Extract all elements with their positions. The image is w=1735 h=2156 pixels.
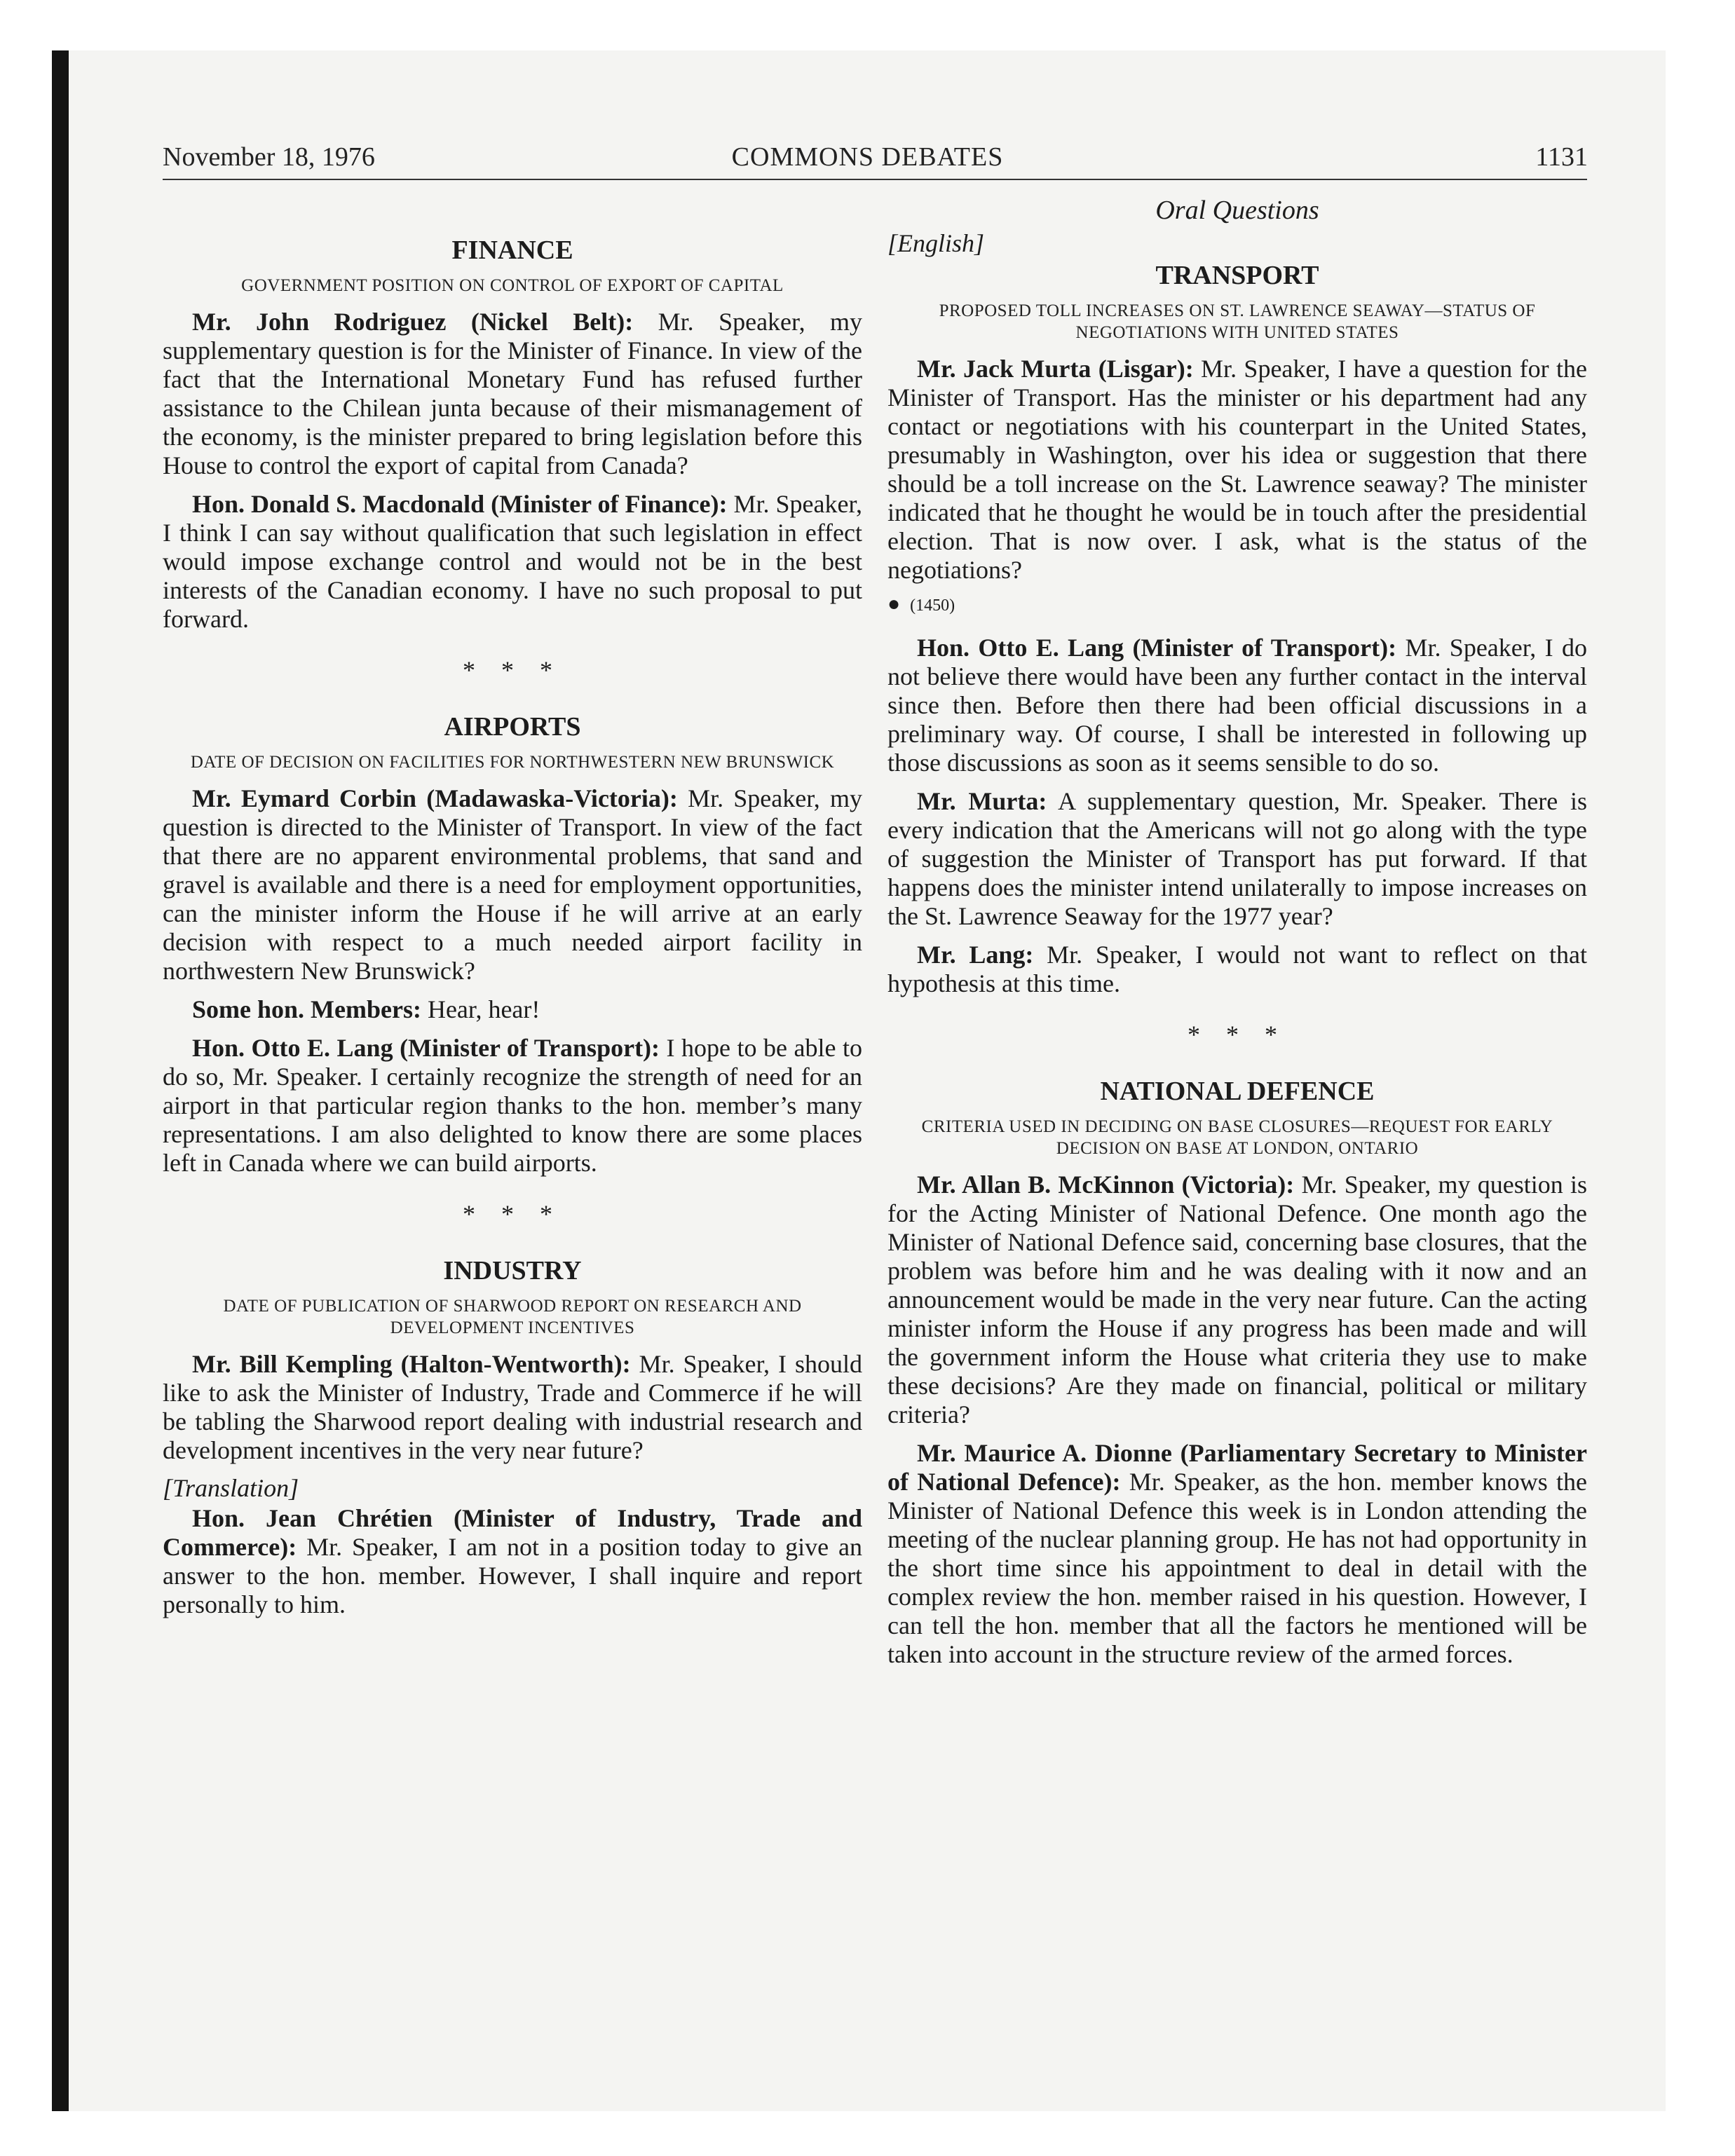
speech-text: A supplementary question, Mr. Speaker. There is every indication that the Americans will not go along with the type of suggestion the Minister of Transport has put forward. If that happens does the minister intend unilaterally to impose increases on the St. Lawrence Seaway for the 1977 year? bbox=[887, 787, 1588, 930]
scan-border bbox=[52, 50, 69, 2111]
bullet-icon: ● bbox=[887, 592, 901, 615]
speech-text: Mr. Speaker, I have a question for the Minister of Transport. Has the minister or his department had any contact or negotiations with his counterpart in the United States, presumably in Washington, over his idea or suggestion that there should be a toll increase on the St. Lawrence seaway? The minister indicated that he thought he would be in touch after the presidential election. That is now over. I ask, what is the status of the negotiations? bbox=[887, 355, 1587, 584]
subheading-airports: DATE OF DECISION ON FACILITIES FOR NORTHWESTERN NEW BRUNSWICK bbox=[190, 753, 835, 772]
section-divider: * * * bbox=[1188, 1021, 1287, 1049]
speech-text: Hear, hear! bbox=[421, 995, 540, 1023]
speech-text: Mr. Speaker, I do not believe there would have been any further contact in the interval since then. Before then there had been official discussions in a preliminary way. Of course, I shall be interested in following up those discussions as soon as it seems sensible to do so. bbox=[887, 634, 1587, 777]
speech-kempling bbox=[163, 1350, 862, 1465]
speaker-name: Mr. Jack Murta (Lisgar): bbox=[917, 355, 1194, 383]
speech-chretien bbox=[163, 1504, 862, 1619]
left-column bbox=[163, 189, 862, 1619]
speech-dionne bbox=[887, 1439, 1587, 1669]
running-head: Oral Questions bbox=[1155, 196, 1319, 225]
right-column bbox=[887, 189, 1587, 1669]
speaker-name: Hon. Otto E. Lang (Minister of Transport): bbox=[192, 1034, 660, 1062]
section-heading-industry: INDUSTRY bbox=[443, 1256, 582, 1285]
speaker-name: Mr. John Rodriguez (Nickel Belt): bbox=[192, 308, 634, 336]
speech-text: Mr. Speaker, my supplementary question is for the Minister of Finance. In view of the fact that the International Monetary Fund has refused further assistance to the Chilean junta because of their mismanagement of the economy, is the minister prepared to bring legislation before this House to control the export of capital from Canada? bbox=[163, 308, 862, 479]
speaker-name: Mr. Allan B. McKinnon (Victoria): bbox=[917, 1171, 1295, 1199]
speaker-name: Mr. Lang: bbox=[917, 941, 1034, 969]
speech-mckinnon bbox=[887, 1171, 1587, 1429]
speaker-name: Some hon. Members: bbox=[192, 995, 421, 1023]
subheading-industry: DATE OF PUBLICATION OF SHARWOOD REPORT ON RESEARCH AND DEVELOPMENT INCENTIVES bbox=[223, 1297, 802, 1337]
speech-text: Mr. Speaker, I think I can say without qualification that such legislation in effect would impose exchange control and would not be in the best interests of the Canadian economy. I have no such proposal to put forward. bbox=[163, 490, 862, 633]
timestamp-marker bbox=[887, 590, 1587, 620]
speech-text: I hope to be able to do so, Mr. Speaker. I certainly recognize the strength of need for an airport in that particular region thanks to the hon. member’s many representations. I am also delighted to know there are some places left in Canada where we can build airports. bbox=[163, 1034, 862, 1177]
language-note-translation: [Translation] bbox=[163, 1474, 299, 1502]
section-heading-airports: AIRPORTS bbox=[444, 712, 581, 742]
speaker-name: Mr. Bill Kempling (Halton-Wentworth): bbox=[192, 1350, 631, 1378]
language-note-english: [English] bbox=[887, 229, 985, 257]
speech-text: Mr. Speaker, I should like to ask the Minister of Industry, Trade and Commerce if he will be tabling the Sharwood report dealing with industrial research and development incentives in the very near future? bbox=[163, 1350, 863, 1464]
section-heading-transport: TRANSPORT bbox=[1155, 261, 1319, 290]
speech-members bbox=[163, 995, 862, 1024]
section-divider: * * * bbox=[463, 1200, 562, 1228]
speech-text: Mr. Speaker, I would not want to reflect on that hypothesis at this time. bbox=[887, 941, 1587, 997]
speaker-name: Mr. Murta: bbox=[917, 787, 1047, 815]
section-heading-finance: FINANCE bbox=[451, 236, 573, 265]
speaker-name: Mr. Maurice A. Dionne (Parliamentary Secretary to Minister of National Defence): bbox=[887, 1439, 1587, 1496]
speech-murta bbox=[887, 355, 1587, 585]
speech-rodriguez bbox=[163, 308, 862, 480]
section-divider: * * * bbox=[463, 656, 562, 684]
header-rule bbox=[163, 179, 1587, 180]
speech-text: Mr. Speaker, as the hon. member knows the Minister of National Defence this week is in London attending the meeting of the nuclear planning group. He has not had opportunity in the short time since his appointment to deal in detail with the complex review the hon. member raised in his question. However, I can tell the hon. member that all the factors he mentioned will be taken into account in the structure review of the armed forces. bbox=[887, 1468, 1587, 1668]
speech-text: Mr. Speaker, my question is directed to the Minister of Transport. In view of the fact that there are no apparent environmental problems, that sand and gravel is available and there is a need for employment opportunities, can the minister inform the House if he will arrive at an early decision with respect to a much needed airport facility in northwestern New Brunswick? bbox=[163, 784, 862, 985]
header-title: COMMONS DEBATES bbox=[731, 142, 1004, 172]
speech-corbin bbox=[163, 784, 862, 985]
speaker-name: Hon. Otto E. Lang (Minister of Transport): bbox=[917, 634, 1397, 662]
header-date: November 18, 1976 bbox=[163, 142, 375, 172]
subheading-defence: CRITERIA USED IN DECIDING ON BASE CLOSURES—REQUEST FOR EARLY DECISION ON BASE AT LONDON, ONTARIO bbox=[921, 1117, 1553, 1158]
speech-murta-supplementary bbox=[887, 787, 1587, 931]
subheading-transport: PROPOSED TOLL INCREASES ON ST. LAWRENCE SEAWAY—STATUS OF NEGOTIATIONS WITH UNITED STATES bbox=[939, 301, 1536, 342]
speech-lang-transport bbox=[887, 634, 1587, 777]
speech-text: Mr. Speaker, I am not in a position today to give an answer to the hon. member. However, I shall inquire and report personally to him. bbox=[163, 1533, 862, 1618]
header-page-number: 1131 bbox=[1535, 142, 1588, 172]
timestamp: (1450) bbox=[910, 596, 955, 615]
subheading-finance: GOVERNMENT POSITION ON CONTROL OF EXPORT OF CAPITAL bbox=[241, 276, 784, 295]
speech-lang-reply bbox=[887, 941, 1587, 998]
speech-macdonald bbox=[163, 490, 862, 634]
speaker-name: Hon. Jean Chrétien (Minister of Industry, Trade and Commerce): bbox=[163, 1504, 862, 1561]
speaker-name: Hon. Donald S. Macdonald (Minister of Finance): bbox=[192, 490, 728, 518]
speaker-name: Mr. Eymard Corbin (Madawaska-Victoria): bbox=[192, 784, 678, 812]
speech-text: Mr. Speaker, my question is for the Acting Minister of National Defence. One month ago the Minister of National Defence said, concerning base closures, that the problem was before him and he was dealing with it now and an announcement would be made in the very near future. Can the acting minister inform the House if any progress has been made and will the government inform the House what criteria they use to make these decisions? Are they made on financial, political or military criteria? bbox=[887, 1171, 1587, 1428]
section-heading-defence: NATIONAL DEFENCE bbox=[1100, 1077, 1375, 1106]
speech-lang-airports bbox=[163, 1034, 862, 1178]
